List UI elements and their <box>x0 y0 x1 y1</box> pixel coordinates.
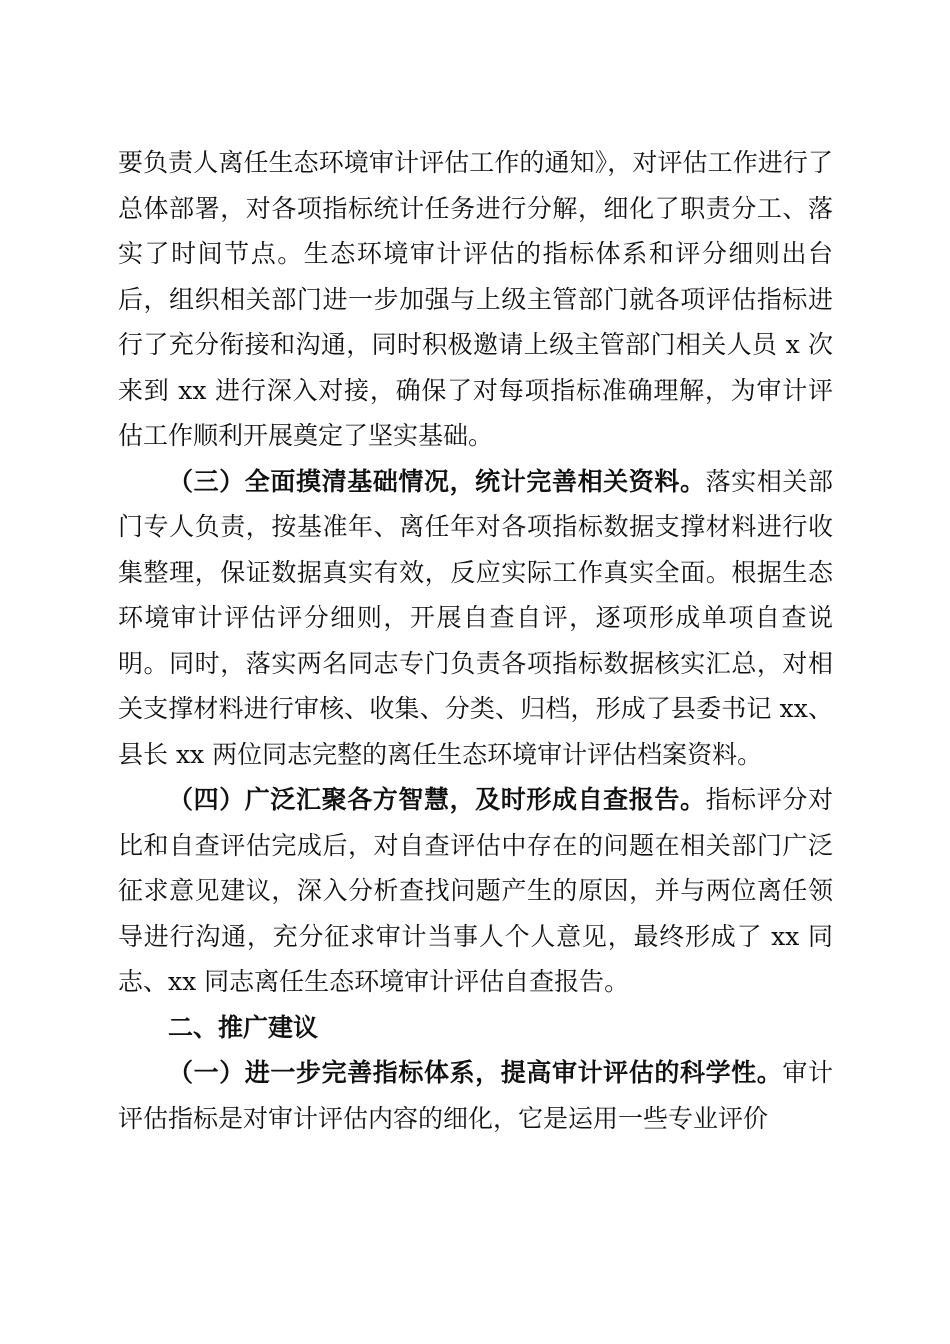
paragraph-item-3 <box>118 459 833 778</box>
paragraph-item-4 <box>118 777 833 1005</box>
paragraph-text: 落实相关部门专人负责，按基准年、离任年对各项指标数据支撑材料进行收集整理，保证数据真实有效，反应实际工作真实全面。根据生态环境审计评估评分细则，开展自查自评，逐项形成单项自查说明。同时，落实两名同志专门负责各项指标数据核实汇总，对相关支撑材料进行审核、收集、分类、归档，形成了县委书记 xx、县长 xx 两位同志完整的离任生态环境审计评估档案资料。 <box>118 466 833 769</box>
paragraph-lead-heading: （四）广泛汇聚各方智慧，及时形成自查报告。 <box>168 785 706 814</box>
section-heading: 二、推广建议 <box>168 1012 319 1042</box>
paragraph-item-1 <box>118 1050 833 1141</box>
paragraph-text: 要负责人离任生态环境审计评估工作的通知》，对评估工作进行了总体部署，对各项指标统计任务进行分解，细化了职责分工、落实了时间节点。生态环境审计评估的指标体系和评分细则出台后，组织相关部门进一步加强与上级主管部门就各项评估指标进行了充分衔接和沟通，同时积极邀请上级主管部门相关人员 x 次来到 xx 进行深入对接，确保了对每项指标准确理解，为审计评估工作顺利开展奠定了坚实基础。 <box>118 148 833 450</box>
document-body <box>118 140 833 1141</box>
paragraph-text: 指标评分对比和自查评估完成后，对自查评估中存在的问题在相关部门广泛征求意见建议，深入分析查找问题产生的原因，并与两位离任领导进行沟通，充分征求审计当事人个人意见，最终形成了 xx 同志、xx 同志离任生态环境审计评估自查报告。 <box>118 785 833 996</box>
paragraph-lead-heading: （三）全面摸清基础情况，统计完善相关资料。 <box>168 466 706 496</box>
paragraph-continuation <box>118 140 833 459</box>
paragraph-lead-heading: （一）进一步完善指标体系，提高审计评估的科学性。 <box>168 1058 783 1087</box>
paragraph-text: 审计评估指标是对审计评估内容的细化，它是运用一些专业评价 <box>118 1058 833 1133</box>
